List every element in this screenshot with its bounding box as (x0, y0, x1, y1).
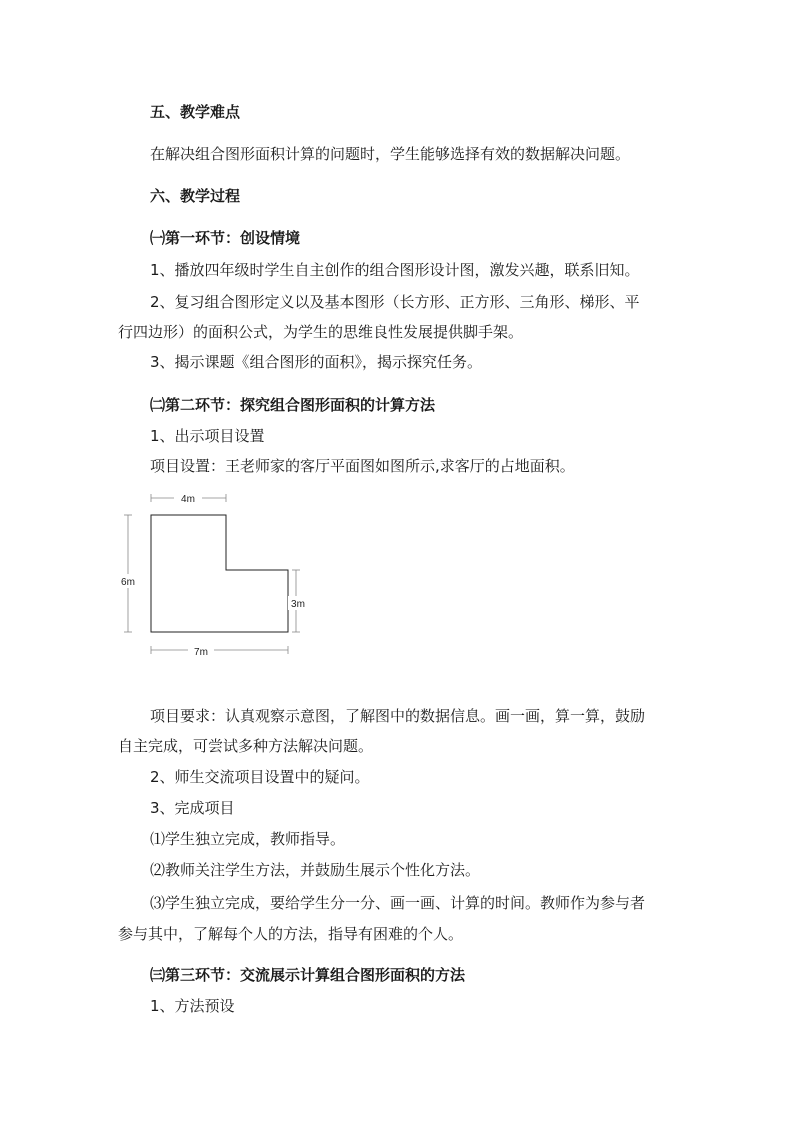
part2-sub3-line1: ⑶学生独立完成，要给学生分一分、画一画、计算的时间。教师作为参与者 (150, 894, 646, 912)
part1-item1: 1、播放四年级时学生自主创作的组合图形设计图，激发兴趣，联系旧知。 (150, 261, 640, 279)
part2-heading: ㈡第二环节：探究组合图形面积的计算方法 (150, 396, 436, 414)
right-height-label: 3m (291, 599, 305, 610)
part1-item2-line1: 2、复习组合图形定义以及基本图形（长方形、正方形、三角形、梯形、平 (150, 293, 640, 311)
part2-item3: 3、完成项目 (150, 799, 235, 817)
part1-item2-line2: 行四边形）的面积公式，为学生的思维良性发展提供脚手架。 (118, 323, 524, 341)
left-height-label: 6m (121, 577, 135, 588)
section5-heading: 五、教学难点 (150, 103, 241, 121)
floor-plan-outline (151, 515, 288, 632)
part2-project: 项目设置：王老师家的客厅平面图如图所示,求客厅的占地面积。 (150, 457, 575, 475)
floor-plan-figure (118, 482, 318, 664)
part2-sub1: ⑴学生独立完成，教师指导。 (150, 830, 346, 848)
part1-item3: 3、揭示课题《组合图形的面积》，揭示探究任务。 (150, 353, 483, 371)
part2-sub3-line2: 参与其中，了解每个人的方法，指导有困难的个人。 (118, 925, 464, 943)
part2-requirement-line1: 项目要求：认真观察示意图，了解图中的数据信息。画一画，算一算，鼓励 (150, 707, 646, 725)
part3-item1: 1、方法预设 (150, 997, 235, 1015)
section5-text: 在解决组合图形面积计算的问题时，学生能够选择有效的数据解决问题。 (150, 145, 631, 163)
part2-sub2: ⑵教师关注学生方法，并鼓励生展示个性化方法。 (150, 861, 481, 879)
bottom-width-label: 7m (194, 647, 208, 658)
part1-heading: ㈠第一环节：创设情境 (150, 229, 301, 247)
part2-item1: 1、出示项目设置 (150, 427, 265, 445)
part3-heading: ㈢第三环节：交流展示计算组合图形面积的方法 (150, 966, 466, 984)
part2-item2: 2、师生交流项目设置中的疑问。 (150, 768, 370, 786)
section6-heading: 六、教学过程 (150, 187, 241, 205)
top-width-label: 4m (181, 494, 195, 505)
part2-requirement-line2: 自主完成，可尝试多种方法解决问题。 (118, 737, 374, 755)
